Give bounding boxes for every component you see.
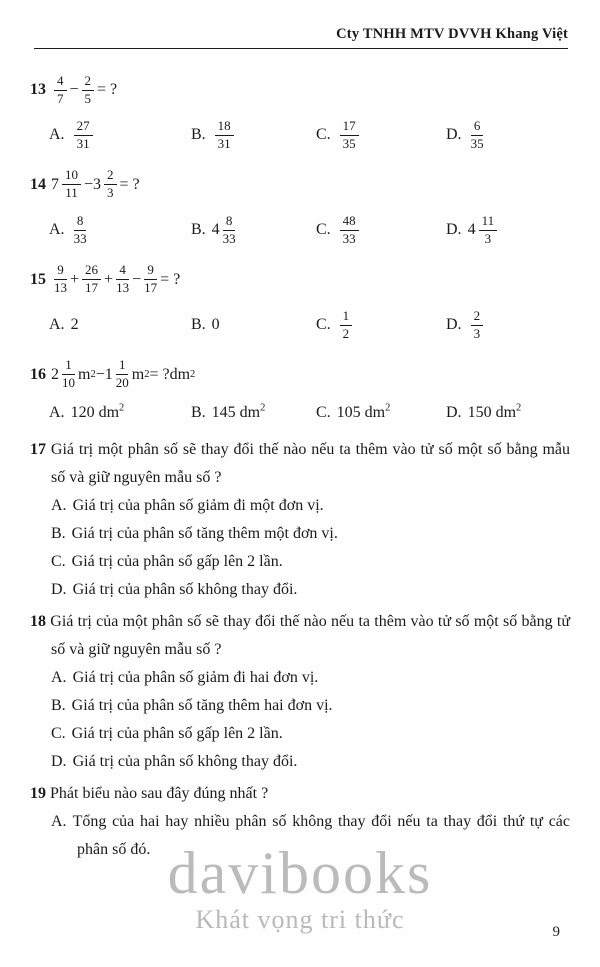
math-text: − (84, 175, 94, 193)
mixed-whole: 4 (211, 221, 220, 239)
superscript: 2 (516, 402, 522, 414)
fraction-numerator: 1 (340, 309, 353, 326)
fraction-denominator: 35 (342, 135, 356, 151)
option-label: B. (191, 126, 206, 144)
fraction-denominator: 13 (54, 280, 67, 296)
math-text: Giá trị của phân số giảm đi hai đơn vị. (72, 668, 319, 686)
option-C (316, 119, 446, 152)
fraction (223, 214, 236, 247)
math-text: Giá trị của phân số không thay đổi. (72, 580, 298, 598)
fraction (74, 214, 87, 247)
fraction-denominator: 31 (217, 135, 231, 151)
option-content (337, 214, 362, 247)
math-text: = ? (97, 81, 118, 98)
option-D (446, 214, 570, 247)
question-number: 14 (30, 175, 46, 193)
option-content (73, 581, 298, 598)
option-label: D. (446, 316, 462, 334)
options (49, 119, 570, 152)
option-B (191, 119, 316, 152)
option-label: A. (51, 812, 67, 830)
fraction-denominator: 33 (222, 230, 236, 246)
math-text: Giá trị của phân số giảm đi một đơn vị. (72, 496, 324, 514)
option-label: A. (49, 403, 65, 421)
math-text: m (78, 365, 91, 383)
option-label: B. (191, 403, 206, 421)
math-text: Giá trị của một phân số sẽ thay đổi thế nào nếu ta thêm vào tử số một số bằng tử số và giữ nguyên mẫu số ? (50, 612, 570, 658)
option-content (72, 553, 283, 570)
fraction (215, 119, 234, 152)
fraction (144, 263, 157, 296)
option-A (49, 214, 191, 247)
math-text: − (69, 81, 79, 98)
question-stem (30, 71, 570, 109)
fraction-numerator: 27 (74, 119, 93, 136)
question-17 (30, 436, 570, 604)
math-text: + (104, 270, 114, 288)
option-content (72, 525, 338, 542)
option-label: A. (51, 496, 67, 514)
questions-list (30, 71, 570, 864)
fraction-denominator: 17 (144, 280, 158, 296)
math-text: Giá trị của phân số tăng thêm một đơn vị. (71, 524, 338, 542)
option-content (337, 119, 362, 152)
option-content (72, 725, 283, 742)
fraction-numerator: 9 (54, 263, 67, 280)
mixed-whole: 7 (51, 175, 59, 193)
option-A (49, 119, 191, 152)
math-text: + (70, 270, 80, 288)
option-B (51, 520, 570, 548)
question-text (51, 441, 570, 486)
mixed-whole: 4 (467, 221, 476, 239)
option-label: D. (446, 126, 462, 144)
fraction (104, 168, 117, 201)
fraction-numerator: 2 (471, 309, 484, 326)
option-label: B. (51, 524, 66, 542)
fraction-numerator: 8 (74, 214, 87, 231)
fraction-numerator: 18 (215, 119, 234, 136)
question-stem (30, 780, 570, 808)
fraction-denominator: 2 (342, 325, 350, 341)
fraction (74, 119, 93, 152)
option-content (337, 309, 356, 342)
question-number: 17 (30, 440, 46, 458)
fraction (62, 168, 81, 201)
fraction-numerator: 6 (471, 119, 484, 136)
math-text: Giá trị của phân số gấp lên 2 lần. (71, 724, 283, 742)
fraction (340, 309, 353, 342)
header-divider (34, 48, 568, 49)
question-number: 15 (30, 270, 46, 288)
math-text: − (132, 270, 142, 288)
fraction (62, 358, 75, 391)
option-D (51, 576, 570, 604)
publisher-name: Cty TNHH MTV DVVH Khang Việt (336, 26, 568, 42)
option-label: C. (316, 221, 331, 239)
fraction (340, 119, 359, 152)
option-label: D. (446, 221, 462, 239)
fraction-denominator: 33 (73, 230, 87, 246)
fraction-denominator: 3 (107, 185, 114, 201)
option-label: B. (191, 316, 206, 334)
question-16 (30, 356, 570, 422)
fraction-numerator: 17 (340, 119, 359, 136)
superscript: 2 (260, 402, 266, 414)
option-content (73, 669, 319, 686)
page-number: 9 (552, 924, 560, 940)
option-label: D. (51, 752, 67, 770)
fraction-denominator: 7 (57, 90, 64, 106)
mixed-number (93, 168, 120, 201)
options (49, 214, 570, 247)
option-A (49, 316, 191, 334)
fraction (54, 74, 67, 107)
mixed-number (51, 358, 78, 391)
option-label: C. (51, 724, 66, 742)
math-text: m (131, 365, 145, 383)
options (51, 664, 570, 776)
question-13 (30, 71, 570, 152)
option-B (191, 316, 316, 334)
question-14 (30, 166, 570, 247)
mixed-whole: 2 (51, 365, 59, 383)
option-label: C. (316, 316, 331, 334)
fraction-numerator: 10 (62, 168, 81, 185)
option-content (468, 404, 522, 422)
option-content (71, 214, 90, 247)
question-number: 18 (30, 612, 46, 630)
fraction (340, 214, 359, 247)
fraction (116, 358, 129, 391)
fraction-numerator: 2 (104, 168, 117, 185)
question-stem (30, 436, 570, 492)
option-content (73, 813, 570, 858)
option-label: A. (49, 221, 65, 239)
watermark-slogan: Khát vọng tri thức (195, 905, 405, 934)
question-text (50, 785, 268, 802)
option-A (49, 404, 191, 422)
math-text: Giá trị của phân số tăng thêm hai đơn vị. (71, 696, 333, 714)
option-A (51, 664, 570, 692)
fraction-denominator: 35 (470, 135, 484, 151)
question-stem (30, 261, 570, 299)
mixed-number (212, 214, 239, 247)
option-C (51, 548, 570, 576)
fraction (82, 263, 101, 296)
math-text: Giá trị một phân số sẽ thay đổi thế nào nếu ta thêm vào tử số một số bằng mẫu số và giữ nguyên mẫu số ? (50, 440, 571, 486)
mixed-number (51, 168, 84, 201)
option-label: A. (49, 126, 65, 144)
fraction (54, 263, 67, 296)
option-C (316, 214, 446, 247)
math-text: 150 dm (467, 403, 517, 421)
option-content (337, 404, 391, 422)
fraction-numerator: 26 (82, 263, 101, 280)
option-label: A. (51, 668, 67, 686)
fraction-numerator: 1 (116, 358, 129, 375)
math-text: Tổng của hai hay nhiều phân số không thay đổi nếu ta thay đổi thứ tự các phân số đó. (72, 812, 570, 858)
option-content (72, 697, 333, 714)
math-text: Giá trị của phân số không thay đổi. (72, 752, 298, 770)
watermark-logo: davibooks (167, 840, 433, 906)
option-content (73, 497, 324, 514)
question-stem: 16 2 $\frac{1}{10}$ m 2 − 1 $\frac{1}{20}$ m 2 = ?dm 2 (30, 357, 196, 391)
math-text: = ? (119, 175, 140, 193)
mixed-number (468, 214, 501, 247)
mixed-number (105, 358, 132, 391)
option-D (446, 119, 570, 152)
question-18 (30, 608, 570, 776)
option-B (191, 214, 316, 247)
option-label: C. (316, 403, 331, 421)
math-text: Phát biểu nào sau đây đúng nhất ? (50, 784, 269, 802)
mixed-whole: 3 (93, 175, 102, 193)
option-C (316, 309, 446, 342)
math-text: 145 dm (211, 403, 261, 421)
option-content (468, 309, 487, 342)
question-19 (30, 780, 570, 864)
option-label: B. (51, 696, 66, 714)
fraction-numerator: 9 (144, 263, 157, 280)
option-label: B. (191, 221, 206, 239)
option-D (446, 404, 570, 422)
math-text: 105 dm (336, 403, 386, 421)
fraction-denominator: 33 (342, 230, 356, 246)
mixed-whole: 1 (104, 365, 113, 383)
option-label: A. (49, 316, 65, 334)
option-content (71, 404, 125, 422)
fraction-denominator: 11 (65, 185, 78, 201)
option-B (191, 404, 316, 422)
fraction-denominator: 3 (473, 325, 481, 341)
fraction (471, 309, 484, 342)
superscript: 2 (385, 402, 391, 414)
question-number: 19 (30, 784, 46, 802)
fraction-denominator: 31 (76, 135, 90, 151)
options (51, 808, 570, 864)
math-text: Giá trị của phân số gấp lên 2 lần. (71, 552, 283, 570)
option-label: C. (316, 126, 331, 144)
option-A (51, 808, 570, 864)
option-C (51, 720, 570, 748)
question-stem (30, 166, 570, 204)
math-text: − (95, 365, 105, 383)
fraction (479, 214, 498, 247)
fraction-numerator: 4 (116, 263, 129, 280)
options (49, 404, 570, 422)
fraction-denominator: 13 (116, 280, 130, 296)
option-D (446, 309, 570, 342)
options (49, 309, 570, 342)
fraction-numerator: 11 (479, 214, 498, 231)
option-C (316, 404, 446, 422)
option-content (71, 119, 96, 152)
superscript: 2 (119, 402, 125, 414)
option-content (212, 214, 239, 247)
fraction (82, 74, 95, 107)
question-number: 13 (30, 81, 46, 98)
fraction-numerator: 2 (82, 74, 95, 91)
option-label: C. (51, 552, 66, 570)
option-content (468, 119, 487, 152)
fraction-numerator: 4 (54, 74, 67, 91)
math-text: = ? (160, 270, 181, 288)
question-stem (30, 608, 570, 664)
math-text: = ?dm (149, 365, 191, 383)
option-content (212, 119, 237, 152)
fraction-denominator: 10 (62, 375, 75, 391)
fraction-numerator: 48 (340, 214, 359, 231)
question-number: 16 (30, 365, 46, 383)
options (51, 492, 570, 604)
option-content (71, 316, 79, 334)
fraction-denominator: 20 (115, 375, 129, 391)
fraction (116, 263, 129, 296)
question-text (50, 613, 570, 658)
option-content (212, 316, 220, 334)
option-content (468, 214, 501, 247)
math-text: 2 (70, 316, 79, 334)
option-label: D. (51, 580, 67, 598)
option-B (51, 692, 570, 720)
math-text: 0 (211, 316, 220, 334)
fraction-numerator: 8 (223, 214, 236, 231)
fraction-denominator: 5 (84, 90, 92, 106)
question-15 (30, 261, 570, 342)
fraction-numerator: 1 (62, 358, 75, 375)
math-text: 120 dm (70, 403, 120, 421)
option-content (73, 753, 298, 770)
fraction-denominator: 17 (85, 280, 99, 296)
option-content (212, 404, 266, 422)
option-A (51, 492, 570, 520)
page-header (30, 26, 570, 43)
fraction (471, 119, 484, 152)
fraction-denominator: 3 (484, 230, 492, 246)
option-D (51, 748, 570, 776)
option-label: D. (446, 403, 462, 421)
